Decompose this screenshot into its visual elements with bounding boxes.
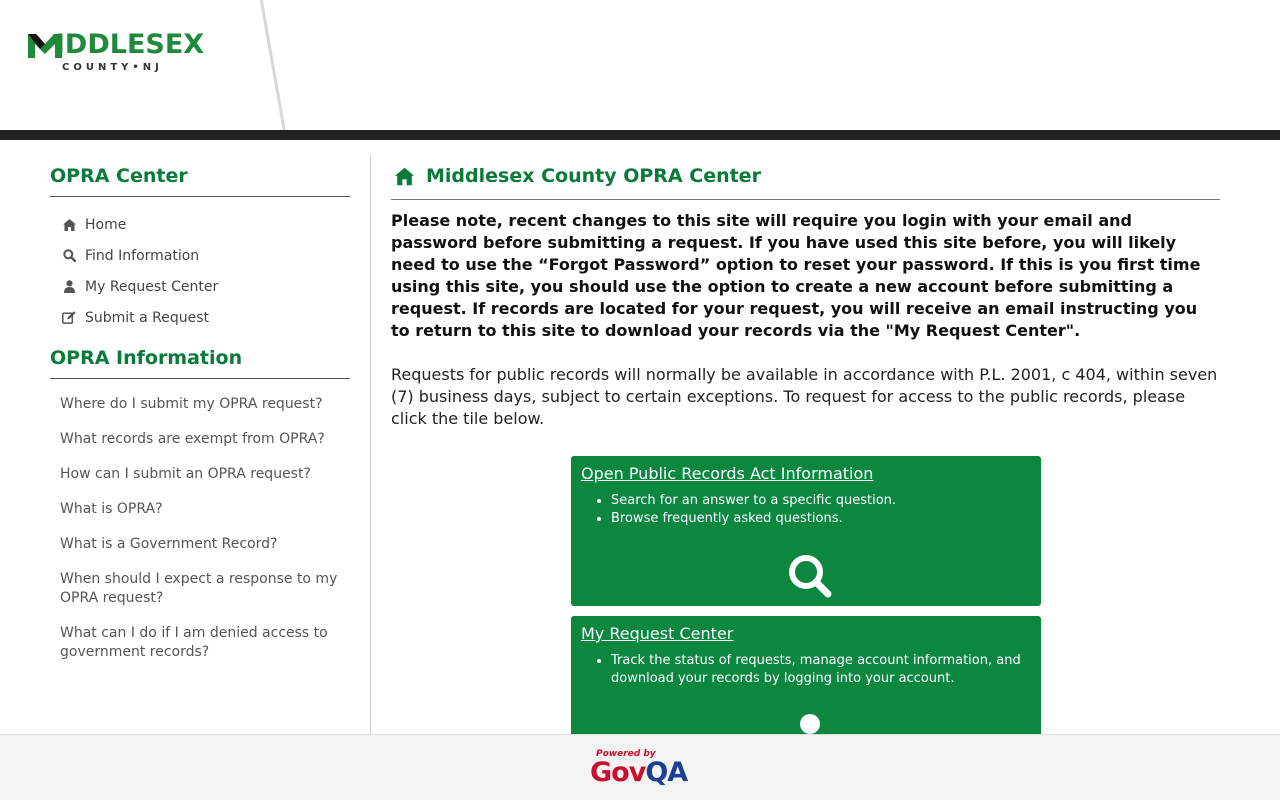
faq-link[interactable]: When should I expect a response to my OPRA request? [60,571,338,606]
search-icon [62,249,76,263]
faq-link[interactable]: What records are exempt from OPRA? [60,431,325,447]
vertical-divider [370,155,371,735]
tile-bullet: • Track the status of requests, manage account information, and download your records by logging into your account. [611,652,1031,688]
tile-bullets [581,652,1031,688]
sidebar-nav [50,209,350,333]
main-content [391,165,1220,686]
user-icon [62,280,76,294]
home-icon [395,167,414,186]
govqa-logo[interactable] [590,757,687,788]
faq-link[interactable]: How can I submit an OPRA request? [60,466,311,482]
powered-by-text: Powered by [596,749,656,759]
sidebar-item-label: My Request Center [85,278,219,295]
site-footer [0,734,1280,800]
faq-list [50,395,350,662]
intro-text: Requests for public records will normally be available in accordance with P.L. 2001, c 404, within seven (7) business days, subject to certain exceptions. To request for access to the public records, please click the tile below. [391,365,1218,428]
sidebar-item-home[interactable] [62,209,350,240]
tile-title[interactable]: My Request Center [581,624,734,643]
faq-link[interactable]: What can I do if I am denied access to government records? [60,625,328,660]
opra-information-tile[interactable] [571,456,1041,606]
govqa-logo-gov: Gov [590,757,646,788]
sidebar-item-label: Find Information [85,247,200,264]
page-title-text: Middlesex County OPRA Center [426,165,761,187]
home-icon [62,218,76,232]
logo-sub-text: COUNTY•NJ [62,62,163,73]
sidebar-heading: OPRA Center [50,165,350,197]
tile-title[interactable]: Open Public Records Act Information [581,464,874,483]
my-request-center-tile[interactable] [571,616,1041,746]
opra-information-heading: OPRA Information [50,347,350,379]
header-bar [0,130,1280,140]
site-header [0,0,1280,130]
sidebar-item-find-information[interactable] [62,240,350,271]
edit-icon [62,311,76,325]
faq-link[interactable]: What is a Government Record? [60,536,278,552]
sidebar-item-label: Submit a Request [85,309,210,326]
faq-link[interactable]: Where do I submit my OPRA request? [60,396,323,412]
sidebar [50,165,350,678]
sidebar-item-submit-request[interactable] [62,302,350,333]
header-divider [258,0,287,130]
login-notice: Please note, recent changes to this site will require you login with your email and password before submitting a request. If you have used this site before, you will likely need to use the “Forgot Password” option to reset your password. If this is you first time using this site, you should use the option to create a new account before submitting a request. If records are located for your request, you will receive an email instructing you to return to this site to download your records via the "My Request Center". [391,211,1201,340]
logo-main-rest: IDDLESEX [54,29,205,60]
sidebar-item-label: Home [85,216,127,233]
tile-bullet: • Search for an answer to a specific question. [611,492,1031,510]
faq-link[interactable]: What is OPRA? [60,501,163,517]
logo-main-text [28,30,204,60]
govqa-logo-qa: QA [645,757,688,788]
tile-bullets [581,492,1031,528]
tile-bullet: • Browse frequently asked questions. [611,510,1031,528]
search-icon [786,552,834,600]
middlesex-logo[interactable] [28,30,238,80]
page-title [391,165,1220,200]
sidebar-item-my-request-center[interactable] [62,271,350,302]
